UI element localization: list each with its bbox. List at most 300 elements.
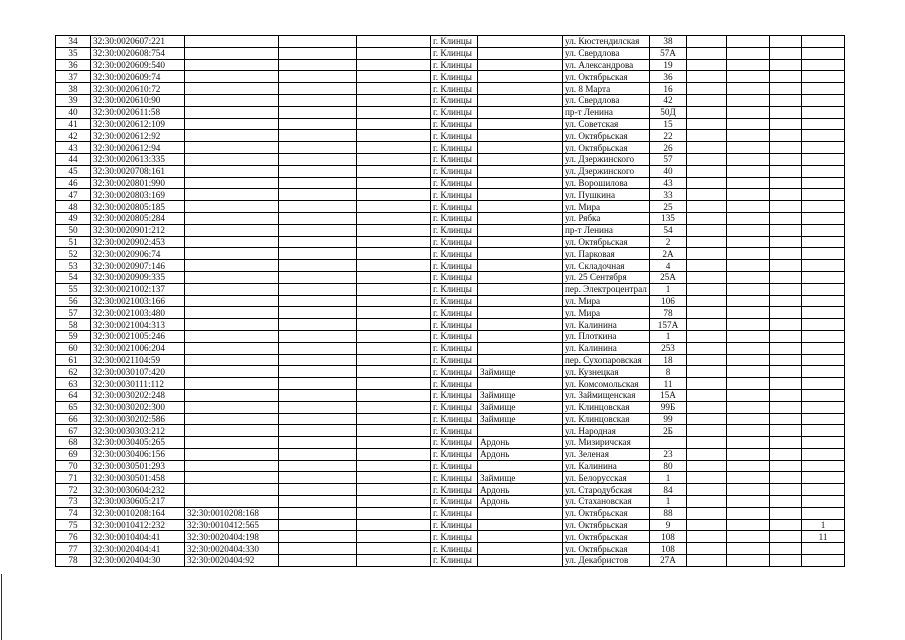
house-number-cell: 57 bbox=[650, 153, 687, 165]
table-row bbox=[56, 307, 845, 319]
empty-cell bbox=[727, 496, 770, 508]
empty-cell bbox=[357, 165, 431, 177]
prev-cadastral-cell bbox=[185, 260, 279, 272]
row-number-cell: 39 bbox=[56, 94, 91, 106]
prev-cadastral-cell bbox=[185, 59, 279, 71]
row-number-cell: 69 bbox=[56, 448, 91, 460]
count-cell bbox=[802, 413, 845, 425]
city-cell: г. Клинцы bbox=[431, 354, 478, 366]
house-number-cell: 2А bbox=[650, 248, 687, 260]
row-number-cell: 76 bbox=[56, 531, 91, 543]
empty-cell bbox=[357, 307, 431, 319]
empty-cell bbox=[357, 330, 431, 342]
empty-cell bbox=[357, 389, 431, 401]
house-number-cell: 1 bbox=[650, 330, 687, 342]
street-cell: ул. Парковая bbox=[563, 248, 650, 260]
prev-cadastral-cell bbox=[185, 201, 279, 213]
district-cell bbox=[478, 283, 563, 295]
row-number-cell: 66 bbox=[56, 413, 91, 425]
empty-cell bbox=[687, 484, 727, 496]
count-cell bbox=[802, 378, 845, 390]
empty-cell bbox=[357, 36, 431, 48]
prev-cadastral-cell bbox=[185, 94, 279, 106]
city-cell: г. Клинцы bbox=[431, 260, 478, 272]
house-number-cell: 18 bbox=[650, 354, 687, 366]
count-cell bbox=[802, 437, 845, 449]
extra-value-cell bbox=[770, 153, 802, 165]
cadastral-number-cell: 32:30:0021003:166 bbox=[91, 295, 185, 307]
count-cell bbox=[802, 543, 845, 555]
empty-cell bbox=[279, 71, 357, 83]
district-cell bbox=[478, 177, 563, 189]
prev-cadastral-cell bbox=[185, 378, 279, 390]
house-number-cell: 57А bbox=[650, 47, 687, 59]
cadastral-number-cell: 32:30:0020902:453 bbox=[91, 236, 185, 248]
table-row bbox=[56, 271, 845, 283]
table-row bbox=[56, 519, 845, 531]
empty-cell bbox=[357, 71, 431, 83]
cadastral-number-cell: 32:30:0020612:94 bbox=[91, 142, 185, 154]
house-number-cell: 27А bbox=[650, 555, 687, 567]
empty-cell bbox=[687, 472, 727, 484]
count-cell bbox=[802, 271, 845, 283]
district-cell bbox=[478, 307, 563, 319]
district-cell: Займище bbox=[478, 366, 563, 378]
empty-cell bbox=[279, 342, 357, 354]
street-cell: ул. Мира bbox=[563, 307, 650, 319]
empty-cell bbox=[687, 531, 727, 543]
empty-cell bbox=[727, 47, 770, 59]
empty-cell bbox=[727, 71, 770, 83]
empty-cell bbox=[727, 519, 770, 531]
extra-value-cell bbox=[770, 94, 802, 106]
prev-cadastral-cell bbox=[185, 130, 279, 142]
cadastral-number-cell: 32:30:0020607:221 bbox=[91, 36, 185, 48]
empty-cell bbox=[687, 555, 727, 567]
count-cell bbox=[802, 555, 845, 567]
cadastral-number-cell: 32:30:0030406:156 bbox=[91, 448, 185, 460]
extra-value-cell bbox=[770, 472, 802, 484]
row-number-cell: 71 bbox=[56, 472, 91, 484]
empty-cell bbox=[687, 389, 727, 401]
house-number-cell: 108 bbox=[650, 531, 687, 543]
district-cell bbox=[478, 531, 563, 543]
district-cell bbox=[478, 36, 563, 48]
house-number-cell: 2 bbox=[650, 236, 687, 248]
empty-cell bbox=[687, 519, 727, 531]
count-cell bbox=[802, 106, 845, 118]
city-cell: г. Клинцы bbox=[431, 94, 478, 106]
table-row bbox=[56, 378, 845, 390]
city-cell: г. Клинцы bbox=[431, 83, 478, 95]
street-cell: ул. Калинина bbox=[563, 319, 650, 331]
extra-value-cell bbox=[770, 236, 802, 248]
count-cell bbox=[802, 224, 845, 236]
empty-cell bbox=[279, 165, 357, 177]
house-number-cell: 106 bbox=[650, 295, 687, 307]
empty-cell bbox=[687, 319, 727, 331]
table-row bbox=[56, 531, 845, 543]
empty-cell bbox=[357, 413, 431, 425]
empty-cell bbox=[279, 437, 357, 449]
extra-value-cell bbox=[770, 224, 802, 236]
cadastral-number-cell: 32:30:0020611:58 bbox=[91, 106, 185, 118]
prev-cadastral-cell bbox=[185, 248, 279, 260]
prev-cadastral-cell bbox=[185, 460, 279, 472]
empty-cell bbox=[357, 177, 431, 189]
extra-value-cell bbox=[770, 401, 802, 413]
district-cell bbox=[478, 507, 563, 519]
house-number-cell: 54 bbox=[650, 224, 687, 236]
page-edge-line bbox=[1, 574, 2, 640]
empty-cell bbox=[279, 236, 357, 248]
cadastral-number-cell: 32:30:0020610:72 bbox=[91, 83, 185, 95]
street-cell: ул. 8 Марта bbox=[563, 83, 650, 95]
extra-value-cell bbox=[770, 83, 802, 95]
count-cell bbox=[802, 507, 845, 519]
row-number-cell: 75 bbox=[56, 519, 91, 531]
row-number-cell: 37 bbox=[56, 71, 91, 83]
district-cell bbox=[478, 236, 563, 248]
house-number-cell: 25А bbox=[650, 271, 687, 283]
extra-value-cell bbox=[770, 437, 802, 449]
empty-cell bbox=[279, 307, 357, 319]
row-number-cell: 53 bbox=[56, 260, 91, 272]
count-cell bbox=[802, 366, 845, 378]
cadastral-number-cell: 32:30:0030501:458 bbox=[91, 472, 185, 484]
extra-value-cell bbox=[770, 130, 802, 142]
table-row bbox=[56, 130, 845, 142]
empty-cell bbox=[279, 142, 357, 154]
empty-cell bbox=[687, 201, 727, 213]
house-number-cell: 26 bbox=[650, 142, 687, 154]
empty-cell bbox=[727, 142, 770, 154]
street-cell: ул. Декабристов bbox=[563, 555, 650, 567]
district-cell: Займище bbox=[478, 413, 563, 425]
empty-cell bbox=[279, 366, 357, 378]
empty-cell bbox=[279, 354, 357, 366]
table-row bbox=[56, 83, 845, 95]
district-cell bbox=[478, 224, 563, 236]
city-cell: г. Клинцы bbox=[431, 484, 478, 496]
count-cell bbox=[802, 153, 845, 165]
district-cell bbox=[478, 106, 563, 118]
street-cell: ул. Александрова bbox=[563, 59, 650, 71]
table-row bbox=[56, 94, 845, 106]
count-cell bbox=[802, 448, 845, 460]
city-cell: г. Клинцы bbox=[431, 106, 478, 118]
row-number-cell: 58 bbox=[56, 319, 91, 331]
count-cell bbox=[802, 330, 845, 342]
extra-value-cell bbox=[770, 201, 802, 213]
extra-value-cell bbox=[770, 330, 802, 342]
table-row bbox=[56, 201, 845, 213]
cadastral-number-cell: 32:30:0020609:74 bbox=[91, 71, 185, 83]
empty-cell bbox=[727, 224, 770, 236]
count-cell bbox=[802, 425, 845, 437]
empty-cell bbox=[357, 83, 431, 95]
extra-value-cell bbox=[770, 389, 802, 401]
table-row bbox=[56, 437, 845, 449]
empty-cell bbox=[279, 389, 357, 401]
empty-cell bbox=[727, 401, 770, 413]
empty-cell bbox=[687, 460, 727, 472]
table-row bbox=[56, 153, 845, 165]
empty-cell bbox=[357, 295, 431, 307]
empty-cell bbox=[357, 271, 431, 283]
count-cell: 1 bbox=[802, 519, 845, 531]
house-number-cell: 253 bbox=[650, 342, 687, 354]
prev-cadastral-cell bbox=[185, 366, 279, 378]
empty-cell bbox=[357, 472, 431, 484]
count-cell bbox=[802, 283, 845, 295]
city-cell: г. Клинцы bbox=[431, 271, 478, 283]
count-cell bbox=[802, 118, 845, 130]
empty-cell bbox=[687, 59, 727, 71]
empty-cell bbox=[727, 260, 770, 272]
empty-cell bbox=[727, 248, 770, 260]
cadastral-number-cell: 32:30:0020906:74 bbox=[91, 248, 185, 260]
empty-cell bbox=[687, 283, 727, 295]
table-row bbox=[56, 36, 845, 48]
empty-cell bbox=[279, 130, 357, 142]
count-cell bbox=[802, 354, 845, 366]
prev-cadastral-cell bbox=[185, 425, 279, 437]
extra-value-cell bbox=[770, 496, 802, 508]
count-cell bbox=[802, 401, 845, 413]
street-cell: пр-т Ленина bbox=[563, 106, 650, 118]
empty-cell bbox=[279, 59, 357, 71]
city-cell: г. Клинцы bbox=[431, 543, 478, 555]
extra-value-cell bbox=[770, 248, 802, 260]
empty-cell bbox=[279, 189, 357, 201]
street-cell: ул. Ворошилова bbox=[563, 177, 650, 189]
empty-cell bbox=[279, 47, 357, 59]
row-number-cell: 61 bbox=[56, 354, 91, 366]
extra-value-cell bbox=[770, 531, 802, 543]
house-number-cell: 2Б bbox=[650, 425, 687, 437]
district-cell: Займище bbox=[478, 389, 563, 401]
empty-cell bbox=[357, 201, 431, 213]
empty-cell bbox=[279, 201, 357, 213]
empty-cell bbox=[687, 236, 727, 248]
empty-cell bbox=[357, 401, 431, 413]
row-number-cell: 63 bbox=[56, 378, 91, 390]
prev-cadastral-cell bbox=[185, 236, 279, 248]
cadastral-number-cell: 32:30:0020901:212 bbox=[91, 224, 185, 236]
house-number-cell: 157А bbox=[650, 319, 687, 331]
city-cell: г. Клинцы bbox=[431, 295, 478, 307]
city-cell: г. Клинцы bbox=[431, 319, 478, 331]
extra-value-cell bbox=[770, 47, 802, 59]
cadastral-number-cell: 32:30:0020907:146 bbox=[91, 260, 185, 272]
empty-cell bbox=[727, 59, 770, 71]
empty-cell bbox=[687, 83, 727, 95]
table-row bbox=[56, 319, 845, 331]
row-number-cell: 51 bbox=[56, 236, 91, 248]
district-cell bbox=[478, 189, 563, 201]
count-cell bbox=[802, 142, 845, 154]
empty-cell bbox=[727, 106, 770, 118]
empty-cell bbox=[279, 378, 357, 390]
house-number-cell: 1 bbox=[650, 283, 687, 295]
count-cell bbox=[802, 59, 845, 71]
prev-cadastral-cell: 32:30:0020404:330 bbox=[185, 543, 279, 555]
row-number-cell: 49 bbox=[56, 212, 91, 224]
street-cell: ул. Октябрьская bbox=[563, 71, 650, 83]
empty-cell bbox=[357, 342, 431, 354]
count-cell bbox=[802, 295, 845, 307]
district-cell: Займище bbox=[478, 472, 563, 484]
empty-cell bbox=[727, 177, 770, 189]
empty-cell bbox=[279, 260, 357, 272]
house-number-cell: 1 bbox=[650, 496, 687, 508]
empty-cell bbox=[727, 36, 770, 48]
district-cell bbox=[478, 271, 563, 283]
empty-cell bbox=[727, 212, 770, 224]
table-row bbox=[56, 555, 845, 567]
empty-cell bbox=[687, 47, 727, 59]
district-cell bbox=[478, 59, 563, 71]
empty-cell bbox=[279, 401, 357, 413]
empty-cell bbox=[687, 153, 727, 165]
empty-cell bbox=[279, 496, 357, 508]
empty-cell bbox=[687, 260, 727, 272]
empty-cell bbox=[357, 378, 431, 390]
prev-cadastral-cell: 32:30:0010208:168 bbox=[185, 507, 279, 519]
table-row bbox=[56, 118, 845, 130]
house-number-cell: 23 bbox=[650, 448, 687, 460]
house-number-cell: 99 bbox=[650, 413, 687, 425]
street-cell: ул. Мира bbox=[563, 201, 650, 213]
row-number-cell: 77 bbox=[56, 543, 91, 555]
empty-cell bbox=[687, 130, 727, 142]
extra-value-cell bbox=[770, 59, 802, 71]
house-number-cell: 8 bbox=[650, 366, 687, 378]
district-cell bbox=[478, 295, 563, 307]
row-number-cell: 46 bbox=[56, 177, 91, 189]
empty-cell bbox=[357, 507, 431, 519]
cadastral-number-cell: 32:30:0030501:293 bbox=[91, 460, 185, 472]
empty-cell bbox=[279, 555, 357, 567]
row-number-cell: 36 bbox=[56, 59, 91, 71]
table-row bbox=[56, 342, 845, 354]
extra-value-cell bbox=[770, 425, 802, 437]
district-cell bbox=[478, 212, 563, 224]
count-cell bbox=[802, 472, 845, 484]
empty-cell bbox=[727, 118, 770, 130]
extra-value-cell bbox=[770, 295, 802, 307]
street-cell: ул. Складочная bbox=[563, 260, 650, 272]
table-row bbox=[56, 295, 845, 307]
prev-cadastral-cell bbox=[185, 142, 279, 154]
district-cell bbox=[478, 519, 563, 531]
empty-cell bbox=[727, 425, 770, 437]
house-number-cell: 16 bbox=[650, 83, 687, 95]
extra-value-cell bbox=[770, 519, 802, 531]
prev-cadastral-cell bbox=[185, 295, 279, 307]
cadastral-number-cell: 32:30:0030303:212 bbox=[91, 425, 185, 437]
count-cell bbox=[802, 342, 845, 354]
cadastral-number-cell: 32:30:0010412:232 bbox=[91, 519, 185, 531]
house-number-cell: 15 bbox=[650, 118, 687, 130]
house-number-cell: 88 bbox=[650, 507, 687, 519]
house-number-cell: 78 bbox=[650, 307, 687, 319]
empty-cell bbox=[357, 236, 431, 248]
district-cell bbox=[478, 460, 563, 472]
empty-cell bbox=[687, 330, 727, 342]
extra-value-cell bbox=[770, 260, 802, 272]
prev-cadastral-cell bbox=[185, 330, 279, 342]
extra-value-cell bbox=[770, 413, 802, 425]
empty-cell bbox=[687, 142, 727, 154]
empty-cell bbox=[687, 212, 727, 224]
empty-cell bbox=[687, 189, 727, 201]
empty-cell bbox=[727, 295, 770, 307]
row-number-cell: 72 bbox=[56, 484, 91, 496]
empty-cell bbox=[357, 484, 431, 496]
empty-cell bbox=[279, 319, 357, 331]
street-cell: ул. Дзержинского bbox=[563, 165, 650, 177]
city-cell: г. Клинцы bbox=[431, 389, 478, 401]
table-row bbox=[56, 142, 845, 154]
empty-cell bbox=[279, 425, 357, 437]
count-cell bbox=[802, 36, 845, 48]
empty-cell bbox=[727, 378, 770, 390]
cadastral-number-cell: 32:30:0020404:30 bbox=[91, 555, 185, 567]
empty-cell bbox=[357, 366, 431, 378]
empty-cell bbox=[727, 460, 770, 472]
empty-cell bbox=[727, 319, 770, 331]
prev-cadastral-cell bbox=[185, 47, 279, 59]
empty-cell bbox=[727, 342, 770, 354]
prev-cadastral-cell bbox=[185, 212, 279, 224]
house-number-cell: 84 bbox=[650, 484, 687, 496]
empty-cell bbox=[727, 555, 770, 567]
empty-cell bbox=[357, 224, 431, 236]
row-number-cell: 52 bbox=[56, 248, 91, 260]
city-cell: г. Клинцы bbox=[431, 507, 478, 519]
street-cell: ул. 25 Сентября bbox=[563, 271, 650, 283]
extra-value-cell bbox=[770, 555, 802, 567]
district-cell bbox=[478, 83, 563, 95]
prev-cadastral-cell: 32:30:0020404:198 bbox=[185, 531, 279, 543]
cadastral-number-cell: 32:30:0030111:112 bbox=[91, 378, 185, 390]
house-number-cell: 1 bbox=[650, 472, 687, 484]
cadastral-number-cell: 32:30:0020609:540 bbox=[91, 59, 185, 71]
table-row bbox=[56, 354, 845, 366]
city-cell: г. Клинцы bbox=[431, 118, 478, 130]
empty-cell bbox=[687, 543, 727, 555]
empty-cell bbox=[687, 496, 727, 508]
house-number-cell: 4 bbox=[650, 260, 687, 272]
district-cell bbox=[478, 425, 563, 437]
district-cell bbox=[478, 165, 563, 177]
empty-cell bbox=[279, 271, 357, 283]
cadastral-number-cell: 32:30:0021002:137 bbox=[91, 283, 185, 295]
prev-cadastral-cell bbox=[185, 165, 279, 177]
table-row bbox=[56, 460, 845, 472]
house-number-cell: 19 bbox=[650, 59, 687, 71]
district-cell: Ардонь bbox=[478, 448, 563, 460]
empty-cell bbox=[357, 496, 431, 508]
house-number-cell: 25 bbox=[650, 201, 687, 213]
district-cell bbox=[478, 248, 563, 260]
count-cell bbox=[802, 189, 845, 201]
street-cell: ул. Кюстендилская bbox=[563, 36, 650, 48]
cadastral-number-cell: 32:30:0020612:92 bbox=[91, 130, 185, 142]
cadastral-number-cell: 32:30:0030604:232 bbox=[91, 484, 185, 496]
